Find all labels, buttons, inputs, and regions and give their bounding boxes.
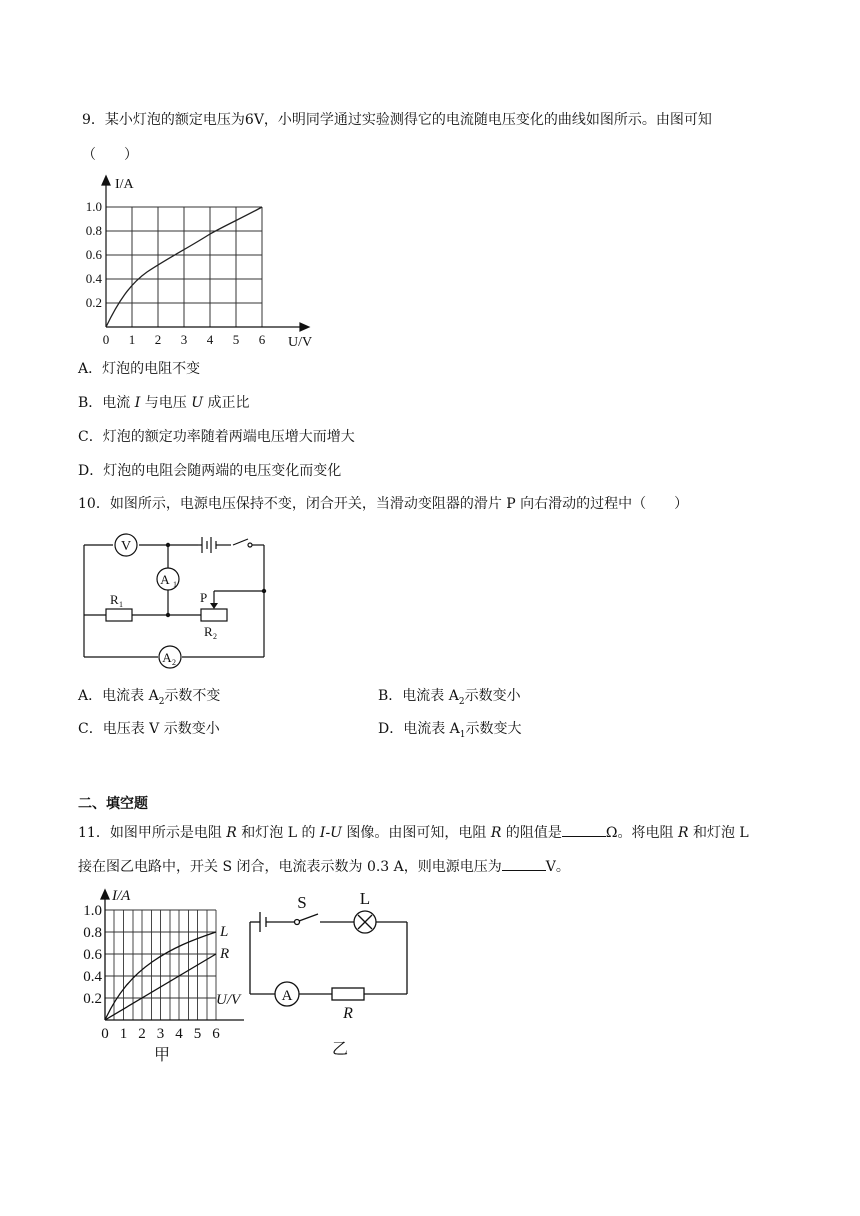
svg-text:S: S: [297, 893, 307, 912]
q11-x-ticks: [101, 1026, 220, 1042]
svg-text:3: 3: [156, 1026, 165, 1042]
q11-grid: [105, 910, 216, 1020]
svg-text:4: 4: [175, 1026, 183, 1042]
q10-option-c[interactable]: C．电压表 V 示数变小: [78, 721, 220, 737]
svg-text:1.0: 1.0: [85, 199, 102, 214]
svg-text:0: 0: [101, 1026, 109, 1042]
q9-answer-paren: （ ）: [82, 147, 138, 163]
svg-text:0.4: 0.4: [83, 969, 102, 985]
q9-option-a[interactable]: A．灯泡的电阻不变: [78, 361, 201, 377]
svg-text:L: L: [220, 924, 229, 940]
q9-option-d[interactable]: D．灯泡的电阻会随两端的电压变化而变化: [78, 463, 342, 479]
svg-text:0.8: 0.8: [85, 223, 102, 238]
q11-caption-jia: 甲: [153, 1045, 171, 1064]
q9-iv-graph: [78, 172, 338, 352]
q11-blank-voltage[interactable]: [502, 856, 546, 871]
svg-text:1: 1: [119, 600, 123, 609]
svg-text:0.6: 0.6: [85, 247, 102, 262]
q11-blank-resistance[interactable]: [562, 822, 606, 837]
q9-stem: 9．某小灯泡的额定电压为6V，小明同学通过实验测得它的电流随电压变化的曲线如图所示。由图可知: [82, 112, 712, 128]
q11-iu-graph-jia: [72, 884, 252, 1064]
q9-y-ticks: [86, 199, 103, 310]
q9-axes: [102, 176, 309, 331]
svg-text:V: V: [120, 539, 132, 554]
svg-text:2: 2: [213, 632, 217, 641]
svg-text:0.6: 0.6: [83, 947, 102, 963]
svg-text:I/A: I/A: [112, 888, 131, 904]
q11-line1: 11．如图甲所示是电阻 R 和灯泡 L 的 I-U 图像。由图可知，电阻 R 的阻值是 Ω。将电阻 R 和灯泡 L: [78, 822, 749, 843]
svg-text:6: 6: [212, 1026, 220, 1042]
svg-text:1: 1: [128, 332, 136, 347]
svg-text:R: R: [343, 1005, 353, 1022]
svg-text:2: 2: [172, 658, 176, 667]
q10-circuit: [78, 525, 278, 670]
q9-x-ticks: [103, 332, 266, 347]
svg-text:1: 1: [173, 580, 177, 589]
svg-text:1.0: 1.0: [83, 903, 102, 919]
svg-text:A: A: [162, 650, 172, 665]
svg-text:4: 4: [206, 332, 214, 347]
svg-text:2: 2: [138, 1026, 146, 1042]
svg-text:0.2: 0.2: [83, 991, 102, 1007]
q9-option-b[interactable]: B．电流 I 与电压 U 成正比: [78, 395, 250, 411]
svg-text:A: A: [281, 988, 293, 1004]
svg-text:R: R: [204, 624, 213, 639]
q10-option-b[interactable]: B．电流表 $A_2$示数变小: [378, 688, 521, 707]
svg-text:3: 3: [180, 332, 188, 347]
q9-option-c[interactable]: C．灯泡的额定功率随着两端电压增大而增大: [78, 429, 355, 445]
svg-text:5: 5: [193, 1026, 202, 1042]
svg-text:1: 1: [119, 1026, 128, 1042]
q11-caption-yi: 乙: [331, 1039, 349, 1058]
q9-y-label: I/A: [115, 177, 134, 192]
q10-option-d[interactable]: D．电流表 $A_1$示数变大: [378, 721, 522, 740]
svg-text:R: R: [220, 946, 230, 962]
section-heading-fill-in: 二、填空题: [78, 796, 148, 812]
svg-text:5: 5: [232, 332, 240, 347]
q10-stem: 10．如图所示，电源电压保持不变，闭合开关，当滑动变阻器的滑片 P 向右滑动的过程中（ ）: [78, 496, 689, 512]
svg-text:0: 0: [102, 332, 110, 347]
q11-circuit-yi: [240, 886, 420, 1061]
svg-text:P: P: [200, 590, 208, 605]
svg-text:L: L: [359, 889, 371, 908]
q11-y-ticks: [83, 903, 102, 1007]
svg-text:R: R: [110, 592, 119, 607]
svg-text:0.2: 0.2: [85, 295, 102, 310]
q11-line2: 接在图乙电路中，开关 S 闭合，电流表示数为 0.3 A，则电源电压为 V。: [78, 856, 570, 877]
svg-text:U/V: U/V: [216, 992, 241, 1008]
q9-x-label: U/V: [288, 335, 313, 350]
q10-option-a[interactable]: A．电流表 $A_2$示数不变: [78, 688, 221, 707]
svg-text:0.8: 0.8: [83, 925, 102, 941]
svg-text:6: 6: [258, 332, 266, 347]
q9-grid: [106, 207, 262, 327]
svg-text:A: A: [160, 572, 170, 587]
svg-text:0.4: 0.4: [85, 271, 102, 286]
svg-text:2: 2: [154, 332, 162, 347]
